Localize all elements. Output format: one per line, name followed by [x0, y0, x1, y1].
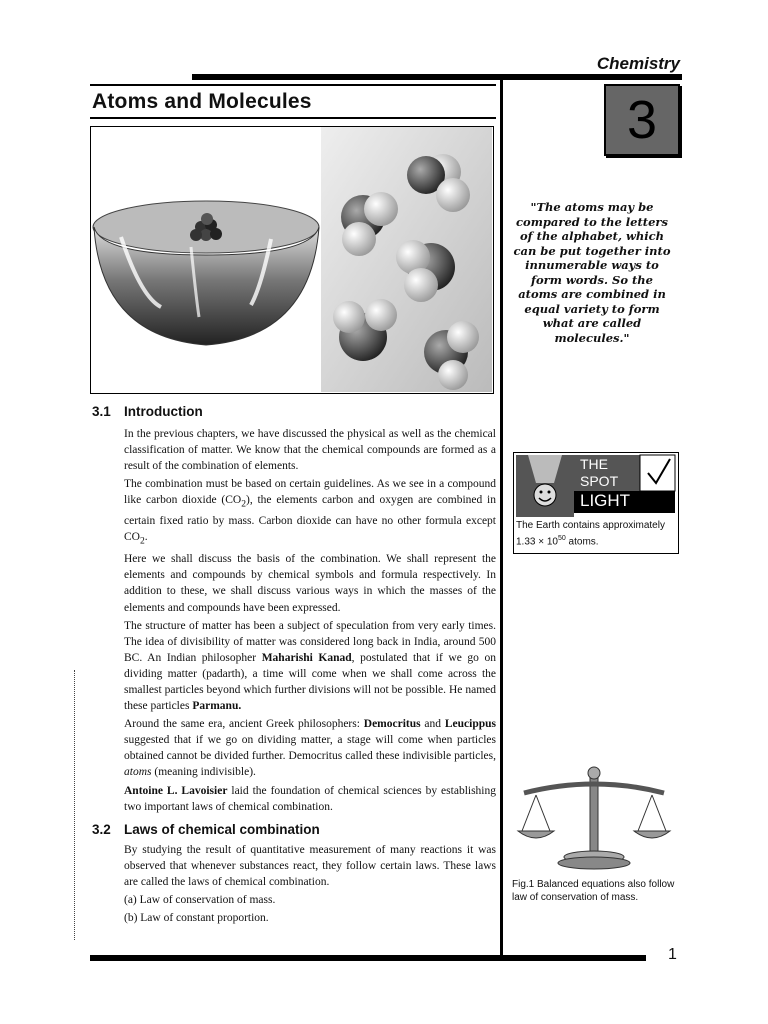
chapter-title: Atoms and Molecules: [92, 90, 312, 113]
balance-scale-illustration: [514, 765, 674, 873]
spotlight-light: LIGHT: [580, 491, 631, 510]
title-rule-top: [90, 84, 496, 86]
section-number: 3.1: [92, 404, 111, 419]
spotlight-fact: The Earth contains approximately $1.33 \times 10^{50}$ atoms.: [516, 520, 665, 548]
chapter-quote: "The atoms may be compared to the letters of the alphabet, which can be put together into innumerable ways to form words. So the atoms are combined in equal variety to form what are called molecules.": [513, 200, 671, 345]
column-divider: [500, 80, 503, 958]
chapter-number: 3: [626, 90, 658, 150]
footer-rule: [90, 955, 646, 961]
paragraph: The structure of matter has been a subject of speculation from very early times. The idea of divisibility of matter was considered long back in India, around 500 BC. An Indian philosopher Maharishi Kanad, postulated that if we go on dividing matter (padarth), a time will come when we shall come across the smallest particles beyond which further divisions will not be possible. He named these particles Parmanu.: [124, 619, 496, 713]
section-heading-laws: [92, 822, 320, 837]
atom-bowl: [93, 201, 319, 345]
law-item: (b) Law of constant proportion.: [124, 912, 269, 925]
paragraph: By studying the result of quantitative measurement of many reactions it was observed that whenever substances react, they follow certain laws. These laws are called the laws of chemical combination.: [124, 844, 496, 889]
margin-dots: [74, 670, 76, 940]
laws-body: [124, 842, 496, 926]
subject-header: Chemistry: [596, 54, 680, 73]
paragraph: Antoine L. Lavoisier laid the foundation of chemical sciences by establishing two important laws of chemical combination.: [124, 784, 496, 813]
page-number: 1: [668, 946, 677, 963]
introduction-body: [124, 426, 496, 815]
figure-caption: Fig.1 Balanced equations also follow law of conservation of mass.: [512, 879, 675, 903]
paragraph: The combination must be based on certain guidelines. As we see in a compound like carbon dioxide $(CO_2)$, the elements carbon and oxygen are combined in certain fixed ratio by mass. Carbon dioxide can have no other formula except $CO_2$.: [124, 478, 496, 547]
section-number: 3.2: [92, 822, 111, 837]
spotlight-spot: SPOT: [580, 473, 619, 489]
paragraph: Around the same era, ancient Greek philosophers: Democritus and Leucippus suggested that if we go on dividing matter, a stage will come when particles obtained cannot be divided further. Democritus called these indivisible particles, atoms (meaning indivisible).: [124, 718, 497, 779]
chapter-number-box: [604, 84, 680, 156]
section-title: Laws of chemical combination: [124, 822, 320, 837]
spotlight-box: [513, 452, 679, 554]
paragraph: In the previous chapters, we have discussed the physical as well as the chemical classification of matter. We know that the chemical compounds are formed as a result of the combination of elements.: [124, 428, 496, 473]
section-title: Introduction: [124, 404, 203, 419]
atom-molecule-illustration: [91, 127, 492, 392]
title-rule-bottom: [90, 117, 496, 119]
law-item: (a) Law of conservation of mass.: [124, 894, 276, 907]
header-rule: [192, 74, 682, 80]
hero-figure: [90, 126, 494, 394]
paragraph: Here we shall discuss the basis of the combination. We shall represent the elements and compounds by chemical symbols and formula respectively. In addition to these, we shall discuss various ways in which the masses of the elements and compounds have been expressed.: [124, 553, 496, 614]
spotlight-the: THE: [580, 456, 608, 472]
section-heading-introduction: [92, 404, 203, 419]
